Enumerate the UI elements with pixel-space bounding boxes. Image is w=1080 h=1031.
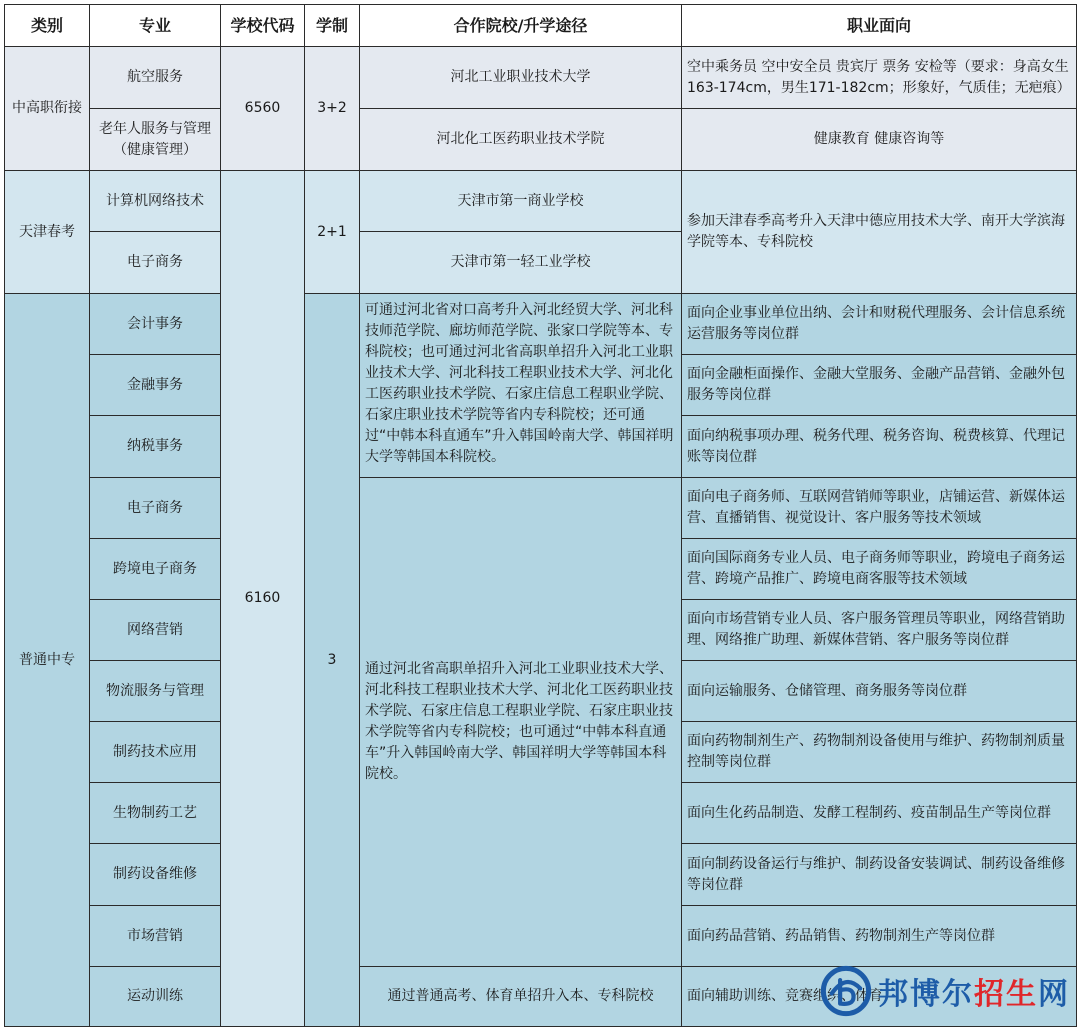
watermark-text-part3: 网 <box>1038 977 1070 1012</box>
major-tax <box>89 415 221 478</box>
major-ecommerce <box>89 477 221 539</box>
career-tianjin-shared <box>681 170 1077 294</box>
watermark-text <box>878 969 1070 1013</box>
major-text: 制药设备维修 <box>113 866 197 882</box>
group1-category-text: 中高职衔接 <box>12 100 82 116</box>
career-text: 面向企业事业单位出纳、会计和财税代理服务、会计信息系统运营服务等岗位群 <box>687 305 1065 342</box>
career-finance <box>681 354 1077 416</box>
career-text: 面向纳税事项办理、税务代理、税务咨询、税费核算、代理记账等岗位群 <box>687 427 1065 465</box>
major-text: 跨境电子商务 <box>113 560 197 577</box>
career-biopharma <box>681 782 1077 844</box>
partner-block-finance <box>359 293 682 478</box>
career-cross-border-ecommerce <box>681 538 1077 600</box>
career-text: 面向制药设备运行与维护、制药设备安装调试、制药设备维修等岗位群 <box>687 855 1065 893</box>
career-text: 面向辅助训练、竞赛组织、体育 <box>687 988 883 1004</box>
partner-text: 可通过河北省对口高考升入河北经贸大学、河北科技师范学院、廊坊师范学院、张家口学院等本、专科院校；也可通过河北省高职单招升入河北工业职业技术大学、河北科技工程职业技术大学、河北化工医药职业技术学院、石家庄信息工程职业学院、石家庄职业技术学院等省内专科院校；还可通过“中韩本科直通车”升入韩国岭南大学、韩国祥明大学等韩国本科院校。 <box>365 302 674 465</box>
group2-duration-cell <box>304 170 360 294</box>
career-accounting <box>681 293 1077 355</box>
header-major <box>89 4 221 47</box>
code-6160-text: 6160 <box>244 590 281 606</box>
group1-category-cell <box>4 46 90 171</box>
career-online-marketing <box>681 599 1077 661</box>
major-computer-network <box>89 170 221 232</box>
watermark-text-part1: 邦博尔 <box>878 977 974 1012</box>
partner-text: 通过普通高考、体育单招升入本、专科院校 <box>387 988 654 1004</box>
career-ecommerce <box>681 477 1077 539</box>
group2-category-text: 天津春考 <box>19 223 75 240</box>
partner-text: 天津市第一轻工业学校 <box>450 254 591 270</box>
major-logistics <box>89 660 221 722</box>
major-text: 物流服务与管理 <box>106 682 204 699</box>
major-text: 生物制药工艺 <box>113 804 197 821</box>
site-watermark <box>820 955 1070 1027</box>
major-finance <box>89 354 221 416</box>
career-aviation-service <box>681 46 1077 109</box>
group2-category-cell <box>4 170 90 294</box>
major-text: 网络营销 <box>127 621 183 638</box>
header-category-text: 类别 <box>30 16 63 35</box>
major-text: 纳税事务 <box>127 438 183 454</box>
major-text: 老年人服务与管理（健康管理） <box>99 120 211 158</box>
group2-duration-text: 2+1 <box>317 223 347 240</box>
major-text: 金融事务 <box>127 376 183 393</box>
group1-code-cell <box>220 46 305 171</box>
partner-hebei-chem-pharma <box>359 108 682 171</box>
partner-text: 通过河北省高职单招升入河北工业职业技术大学、河北科技工程职业技术大学、河北化工医药职业技术学院、石家庄信息工程职业学院、石家庄职业技术学院等省内专科院校；也可通过“中韩本科直通车”升入韩国岭南大学、韩国祥明大学等韩国本科院校。 <box>365 661 673 782</box>
major-elderly-service <box>89 108 221 171</box>
career-text: 面向国际商务专业人员、电子商务师等职业，跨境电子商务运营、跨境产品推广、跨境电商客服等技术领域 <box>687 550 1065 587</box>
career-text: 参加天津春季高考升入天津中德应用技术大学、南开大学滨海学院等本、专科院校 <box>687 213 1065 250</box>
major-pharma-tech <box>89 721 221 783</box>
career-tax <box>681 415 1077 478</box>
career-text: 空中乘务员 空中安全员 贵宾厅 票务 安检等（要求：身高女生163-174cm，男生171-182cm；形象好，气质佳；无疤痕） <box>687 58 1071 96</box>
partner-text: 河北工业职业技术大学 <box>450 69 591 85</box>
watermark-text-part2: 招生 <box>974 977 1038 1012</box>
header-code-text: 学校代码 <box>230 16 295 35</box>
header-major-text: 专业 <box>138 16 171 35</box>
career-text: 面向药物制剂生产、药物制剂设备使用与维护、药物制剂质量控制等岗位群 <box>687 733 1065 770</box>
career-text: 面向生化药品制造、发酵工程制药、疫苗制品生产等岗位群 <box>687 804 1051 821</box>
group3-category-text: 普通中专 <box>19 651 75 668</box>
partner-block-sports <box>359 966 682 1027</box>
career-elderly-service <box>681 108 1077 171</box>
group1-code-text: 6560 <box>244 100 281 116</box>
code-6160-cell <box>220 170 305 1027</box>
major-text: 市场营销 <box>127 927 183 944</box>
header-duration <box>304 4 360 47</box>
career-text: 面向市场营销专业人员、客户服务管理员等职业，网络营销助理、网络推广助理、新媒体营销、客户服务等岗位群 <box>687 611 1065 648</box>
header-duration-text: 学制 <box>315 16 348 35</box>
partner-text: 天津市第一商业学校 <box>457 192 584 209</box>
major-online-marketing <box>89 599 221 661</box>
major-accounting <box>89 293 221 355</box>
major-ecommerce-tianjin <box>89 231 221 294</box>
major-text: 电子商务 <box>127 254 183 270</box>
partner-text: 河北化工医药职业技术学院 <box>436 131 605 147</box>
group3-duration-cell <box>304 293 360 1027</box>
major-biopharma <box>89 782 221 844</box>
career-text: 面向药品营销、药品销售、药物制剂生产等岗位群 <box>687 927 995 944</box>
major-aviation-service <box>89 46 221 109</box>
header-career-text: 职业面向 <box>846 16 911 35</box>
career-pharma-equipment <box>681 843 1077 906</box>
group1-duration-text: 3+2 <box>317 100 347 116</box>
major-text: 会计事务 <box>127 315 183 332</box>
major-cross-border-ecommerce <box>89 538 221 600</box>
partner-tianjin-light-industry <box>359 231 682 294</box>
major-text: 电子商务 <box>127 499 183 516</box>
header-partner <box>359 4 682 47</box>
partner-hebei-industrial-univ <box>359 46 682 109</box>
group3-category-cell <box>4 293 90 1027</box>
group1-duration-cell <box>304 46 360 171</box>
career-pharma-tech <box>681 721 1077 783</box>
header-code <box>220 4 305 47</box>
group3-duration-text: 3 <box>327 651 337 668</box>
major-text: 运动训练 <box>127 988 183 1004</box>
career-text: 面向运输服务、仓储管理、商务服务等岗位群 <box>687 682 967 699</box>
stylized-b-logo-icon <box>820 960 872 1022</box>
partner-tianjin-commerce <box>359 170 682 232</box>
major-marketing <box>89 905 221 967</box>
header-partner-text: 合作院校/升学途径 <box>453 16 588 35</box>
major-text: 航空服务 <box>127 69 183 85</box>
career-text: 面向金融柜面操作、金融大堂服务、金融产品营销、金融外包服务等岗位群 <box>687 366 1065 403</box>
header-category <box>4 4 90 47</box>
major-text: 计算机网络技术 <box>106 192 204 209</box>
career-text: 健康教育 健康咨询等 <box>813 131 945 147</box>
partner-block-commerce-pharma <box>359 477 682 967</box>
header-career <box>681 4 1077 47</box>
major-sports-training <box>89 966 221 1027</box>
career-logistics <box>681 660 1077 722</box>
career-text: 面向电子商务师、互联网营销师等职业，店铺运营、新媒体运营、直播销售、视觉设计、客户服务等技术领域 <box>687 489 1065 526</box>
major-pharma-equipment <box>89 843 221 906</box>
major-text: 制药技术应用 <box>113 743 197 760</box>
